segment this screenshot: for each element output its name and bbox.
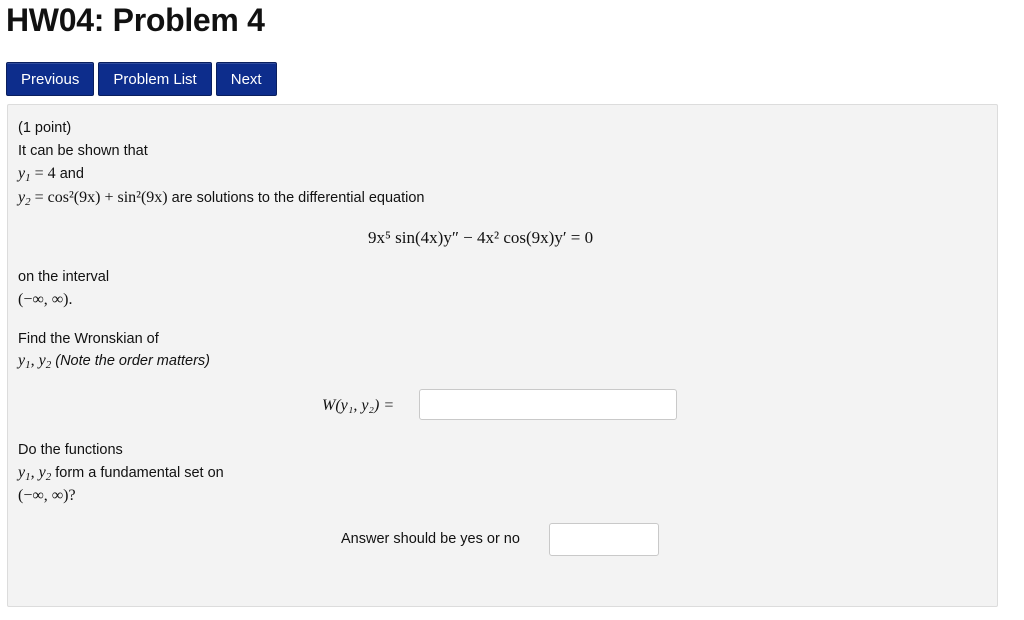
problem-panel bbox=[7, 104, 998, 607]
fundamental-set-line bbox=[18, 464, 224, 482]
order-note: (Note the order matters) bbox=[55, 353, 210, 369]
y1-symbol: $y_1$ bbox=[18, 165, 31, 184]
on-interval-text: on the interval bbox=[18, 269, 110, 285]
differential-equation: 9x⁵ sin(4x)y″ − 4x² cos(9x)y′ = 0 bbox=[368, 228, 594, 247]
answer-prompt: Answer should be yes or no bbox=[341, 531, 520, 547]
y2-value: = cos²(9x) + sin²(9x) bbox=[34, 189, 168, 206]
y1-line bbox=[18, 165, 84, 183]
do-functions-text: Do the functions bbox=[18, 442, 123, 458]
page-title: HW04: Problem 4 bbox=[6, 2, 265, 38]
intro-text: It can be shown that bbox=[18, 143, 148, 159]
interval-question: (−∞, ∞)? bbox=[18, 487, 76, 504]
fundamental-set-text: form a fundamental set on bbox=[55, 465, 224, 481]
interval: (−∞, ∞). bbox=[18, 291, 73, 308]
next-button[interactable]: Next bbox=[216, 62, 277, 96]
wronskian-input[interactable] bbox=[419, 389, 677, 420]
wronskian-of-line bbox=[18, 352, 210, 370]
previous-button[interactable]: Previous bbox=[6, 62, 94, 96]
problem-navigation bbox=[6, 62, 277, 96]
y2-line bbox=[18, 189, 424, 207]
answer-input[interactable] bbox=[549, 523, 659, 556]
y1-y2-symbols: $y_1$, $y_2$ bbox=[18, 352, 52, 371]
problem-list-button[interactable]: Problem List bbox=[98, 62, 211, 96]
points-label: (1 point) bbox=[18, 120, 72, 136]
solutions-text: are solutions to the differential equation bbox=[171, 190, 425, 206]
and-text: and bbox=[59, 166, 84, 182]
y2-symbol: $y_2$ bbox=[18, 189, 31, 208]
wronskian-label: W(y₁, y₂) = bbox=[322, 397, 395, 414]
y1-y2-symbols-2: $y_1$, $y_2$ bbox=[18, 464, 52, 483]
find-wronskian-text: Find the Wronskian of bbox=[18, 331, 159, 347]
y1-value: = 4 bbox=[34, 165, 56, 182]
